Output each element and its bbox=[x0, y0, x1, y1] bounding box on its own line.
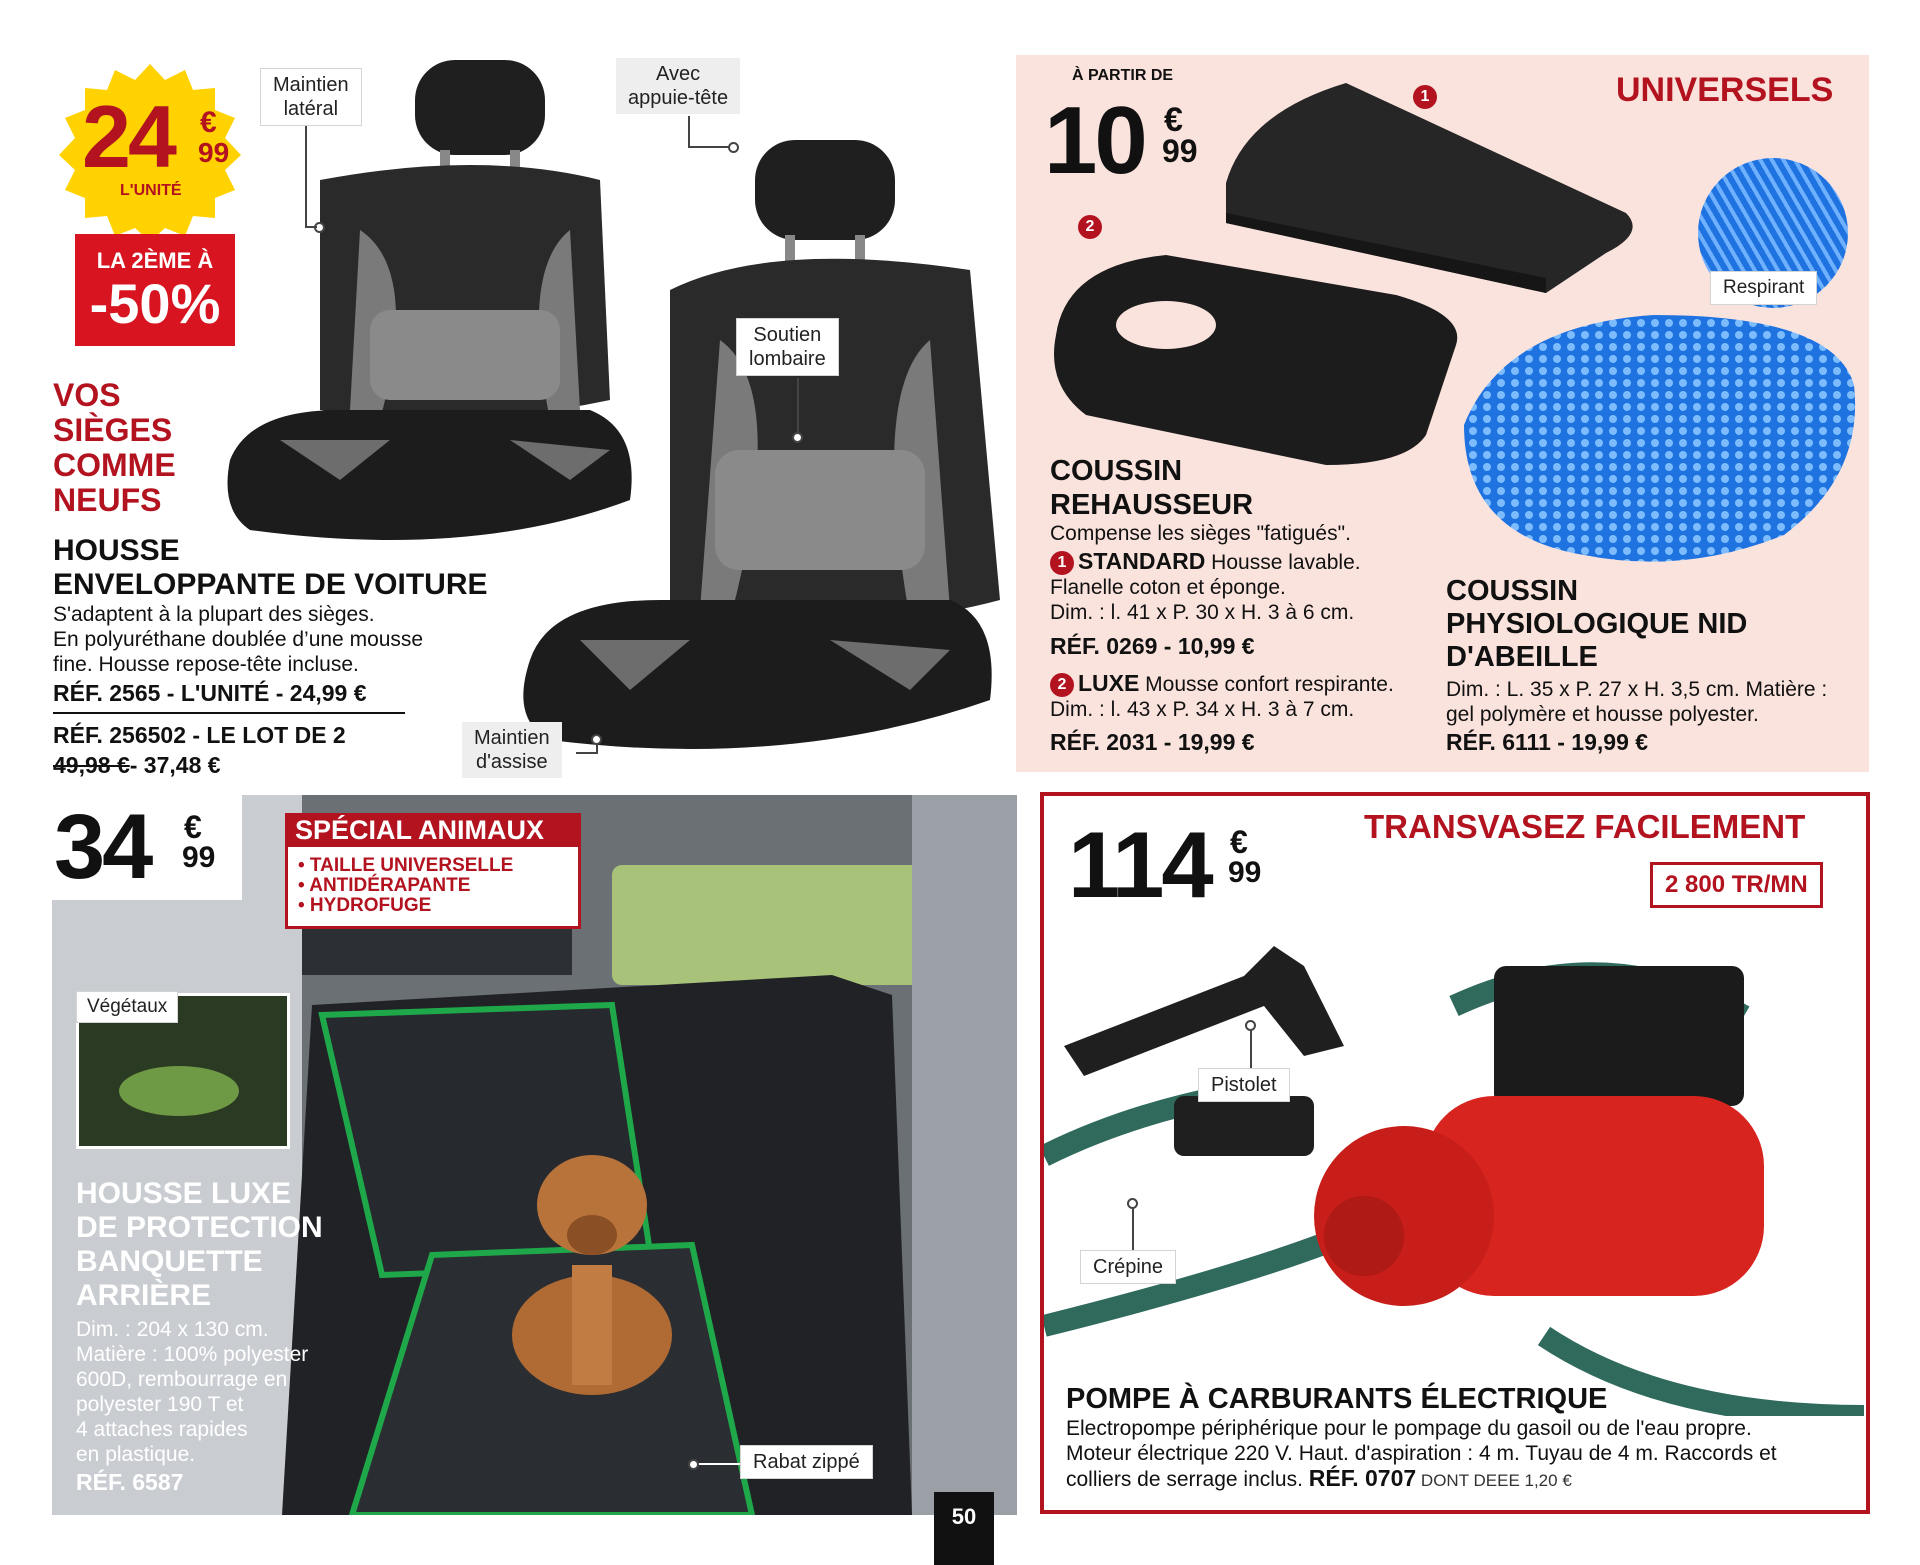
seat-lot-price bbox=[53, 750, 221, 780]
cushions-section bbox=[1016, 55, 1869, 772]
seat-new-price: - 37,48 € bbox=[129, 752, 221, 778]
booster-standard: 1 STANDARD Housse lavable. Flanelle coton et éponge. Dim. : l. 41 x P. 30 x H. 3 à 6 cm. bbox=[1050, 548, 1361, 625]
page-number: 50 bbox=[934, 1492, 994, 1565]
booster-standard-ref: RÉF. 0269 - 10,99 € bbox=[1050, 633, 1255, 659]
seat-ref2: RÉF. 256502 - LE LOT DE 2 bbox=[53, 722, 346, 748]
label-respirant: Respirant bbox=[1710, 271, 1817, 305]
pump-section bbox=[1040, 792, 1870, 1514]
special-title: SPÉCIAL ANIMAUX bbox=[285, 813, 578, 847]
honeycomb-ref: RÉF. 6111 - 19,99 € bbox=[1446, 729, 1649, 755]
promo-line1: LA 2ÈME À bbox=[96, 248, 214, 273]
label-appuie-tete: Avec appuie-tête bbox=[616, 58, 740, 114]
pet-price-currency: € bbox=[184, 809, 202, 845]
seat-description: S'adaptent à la plupart des sièges. En polyuréthane doublée d’une mousse fine. Housse repose-tête incluse. bbox=[53, 603, 424, 676]
seat-title: HOUSSE ENVELOPPANTE DE VOITURE bbox=[53, 534, 488, 601]
label-crepine: Crépine bbox=[1080, 1250, 1176, 1284]
pump-desc: Electropompe périphérique pour le pompage du gasoil ou de l'eau propre. Moteur électrique 220 V. Haut. d'aspiration : 4 m. Tuyau de 4 m. Raccords et colliers de serrage inclus. RÉF. 0707 DONT DEEE 1,20 € bbox=[1066, 1417, 1777, 1491]
seat-price-main: 24 bbox=[82, 87, 174, 186]
seat-headline: VOS SIÈGES COMME NEUFS bbox=[53, 377, 176, 518]
cushion-price-main: 10 bbox=[1044, 87, 1145, 194]
label-vegetaux: Végétaux bbox=[76, 991, 178, 1023]
pump-price-cents: 99 bbox=[1228, 856, 1262, 889]
pump-ref: RÉF. 0707 bbox=[1308, 1465, 1417, 1491]
callout-line bbox=[305, 126, 307, 226]
promo-line2: -50% bbox=[89, 272, 221, 335]
cushion-from-label: À PARTIR DE bbox=[1072, 67, 1174, 84]
booster-luxe-ref: RÉF. 2031 - 19,99 € bbox=[1050, 729, 1255, 755]
seat-ref1: RÉF. 2565 - L'UNITÉ - 24,99 € bbox=[53, 680, 367, 706]
pet-cover-section bbox=[52, 795, 1017, 1515]
pump-price-currency: € bbox=[1230, 824, 1248, 860]
cushion-price-currency: € bbox=[1164, 101, 1183, 139]
seat-price-cents: 99 bbox=[198, 137, 230, 168]
cushion-badge-1: 1 bbox=[1413, 85, 1437, 109]
seat-price-unit: L'UNITÉ bbox=[120, 182, 182, 199]
pet-price-main: 34 bbox=[54, 796, 151, 898]
pet-price-cents: 99 bbox=[182, 841, 216, 874]
pump-title: POMPE À CARBURANTS ÉLECTRIQUE bbox=[1066, 1383, 1608, 1415]
special-box bbox=[285, 813, 581, 929]
divider bbox=[53, 712, 405, 714]
seat-old-price: 49,98 € bbox=[53, 752, 130, 778]
pet-ref: RÉF. 6587 bbox=[76, 1469, 184, 1495]
label-rabat-zippe: Rabat zippé bbox=[740, 1445, 873, 1479]
pump-deee: DONT DEEE 1,20 € bbox=[1416, 1471, 1572, 1490]
pet-desc: Dim. : 204 x 130 cm. Matière : 100% polyester 600D, rembourrage en polyester 190 T et 4 attaches rapides en plastique. bbox=[76, 1318, 309, 1466]
honeycomb-title: COUSSIN PHYSIOLOGIQUE NID D'ABEILLE bbox=[1446, 575, 1748, 673]
pump-headline: TRANSVASEZ FACILEMENT bbox=[1364, 808, 1806, 845]
seat-price-currency: € bbox=[200, 106, 217, 139]
booster-desc: Compense les sièges "fatigués". bbox=[1050, 522, 1351, 545]
pet-title: HOUSSE LUXE DE PROTECTION BANQUETTE ARRIÈRE bbox=[76, 1177, 323, 1312]
honeycomb-desc: Dim. : L. 35 x P. 27 x H. 3,5 cm. Matière : gel polymère et housse polyester. bbox=[1446, 678, 1828, 726]
pump-image bbox=[1044, 856, 1864, 1416]
label-soutien-lombaire: Soutien lombaire bbox=[736, 318, 839, 376]
label-maintien-assise: Maintien d'assise bbox=[462, 722, 562, 778]
pump-rpm-badge: 2 800 TR/MN bbox=[1650, 862, 1823, 908]
label-maintien-lateral: Maintien latéral bbox=[260, 68, 362, 126]
honeycomb-cushion-image bbox=[1424, 305, 1864, 575]
cushion-price-cents: 99 bbox=[1162, 133, 1198, 169]
label-pistolet: Pistolet bbox=[1198, 1068, 1290, 1102]
booster-title: COUSSIN REHAUSSEUR bbox=[1050, 455, 1254, 521]
booster-luxe: 2 LUXE Mousse confort respirante. Dim. : l. 43 x P. 34 x H. 3 à 7 cm. bbox=[1050, 670, 1394, 722]
special-features: • TAILLE UNIVERSELLE • ANTIDÉRAPANTE • HYDROFUGE bbox=[298, 855, 514, 916]
universal-headline: UNIVERSELS bbox=[1616, 71, 1834, 109]
cushion-badge-2: 2 bbox=[1078, 215, 1102, 239]
pump-price-main: 114 bbox=[1068, 812, 1211, 917]
